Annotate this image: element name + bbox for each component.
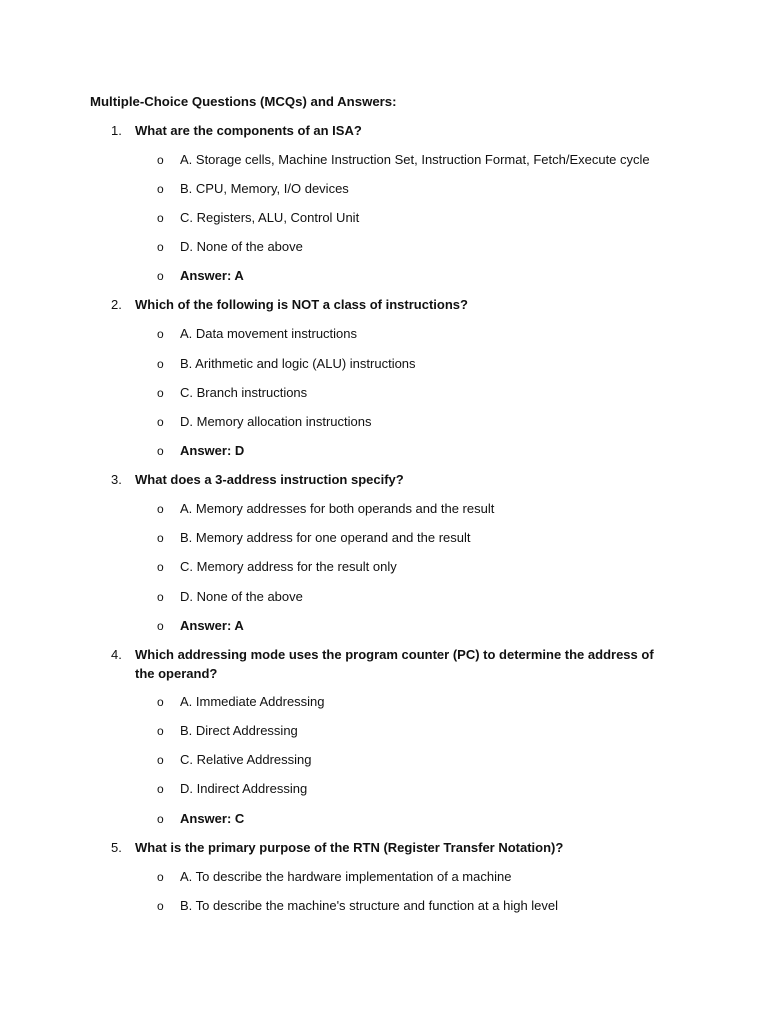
question-text: What are the components of an ISA? [135,123,362,138]
option-c: C. Registers, ALU, Control Unit [180,210,360,225]
answer-line: Answer: A [180,618,244,633]
document-title: Multiple-Choice Questions (MCQs) and Answers: [90,94,397,109]
option-a: A. To describe the hardware implementation of a machine [180,869,512,884]
option-a: A. Immediate Addressing [180,694,325,709]
option-d: D. Memory allocation instructions [180,414,372,429]
answer-line: Answer: C [180,811,245,826]
bullet-icon: o [157,327,164,341]
bullet-icon: o [157,182,164,196]
bullet-icon: o [157,619,164,633]
question-number: 3. [111,472,122,487]
option-b: B. Arithmetic and logic (ALU) instructions [180,356,416,371]
bullet-icon: o [157,415,164,429]
bullet-icon: o [157,357,164,371]
bullet-icon: o [157,240,164,254]
option-c: C. Memory address for the result only [180,559,397,574]
bullet-icon: o [157,782,164,796]
question-text: Which of the following is NOT a class of instructions? [135,297,468,312]
option-a: A. Storage cells, Machine Instruction Set, Instruction Format, Fetch/Execute cycle [180,152,650,167]
option-d: D. Indirect Addressing [180,781,308,796]
question-number: 4. [111,647,122,662]
option-a: A. Data movement instructions [180,326,358,341]
option-d: D. None of the above [180,239,303,254]
option-b: B. Memory address for one operand and the result [180,530,471,545]
bullet-icon: o [157,724,164,738]
option-c: C. Branch instructions [180,385,308,400]
question-text: Which addressing mode uses the program counter (PC) to determine the address of the operand? [135,647,654,681]
bullet-icon: o [157,386,164,400]
question-text: What is the primary purpose of the RTN (Register Transfer Notation)? [135,840,564,855]
bullet-icon: o [157,812,164,826]
answer-line: Answer: D [180,443,245,458]
bullet-icon: o [157,753,164,767]
option-a: A. Memory addresses for both operands and the result [180,501,495,516]
option-b: B. To describe the machine's structure and function at a high level [180,898,559,913]
bullet-icon: o [157,444,164,458]
bullet-icon: o [157,269,164,283]
bullet-icon: o [157,560,164,574]
answer-line: Answer: A [180,268,244,283]
bullet-icon: o [157,211,164,225]
bullet-icon: o [157,870,164,884]
question-number: 5. [111,840,122,855]
bullet-icon: o [157,531,164,545]
option-b: B. CPU, Memory, I/O devices [180,181,349,196]
question-number: 2. [111,297,122,312]
bullet-icon: o [157,695,164,709]
question-number: 1. [111,123,122,138]
bullet-icon: o [157,899,164,913]
option-c: C. Relative Addressing [180,752,312,767]
bullet-icon: o [157,153,164,167]
bullet-icon: o [157,590,164,604]
question-text: What does a 3-address instruction specify? [135,472,404,487]
option-b: B. Direct Addressing [180,723,298,738]
bullet-icon: o [157,502,164,516]
option-d: D. None of the above [180,589,303,604]
